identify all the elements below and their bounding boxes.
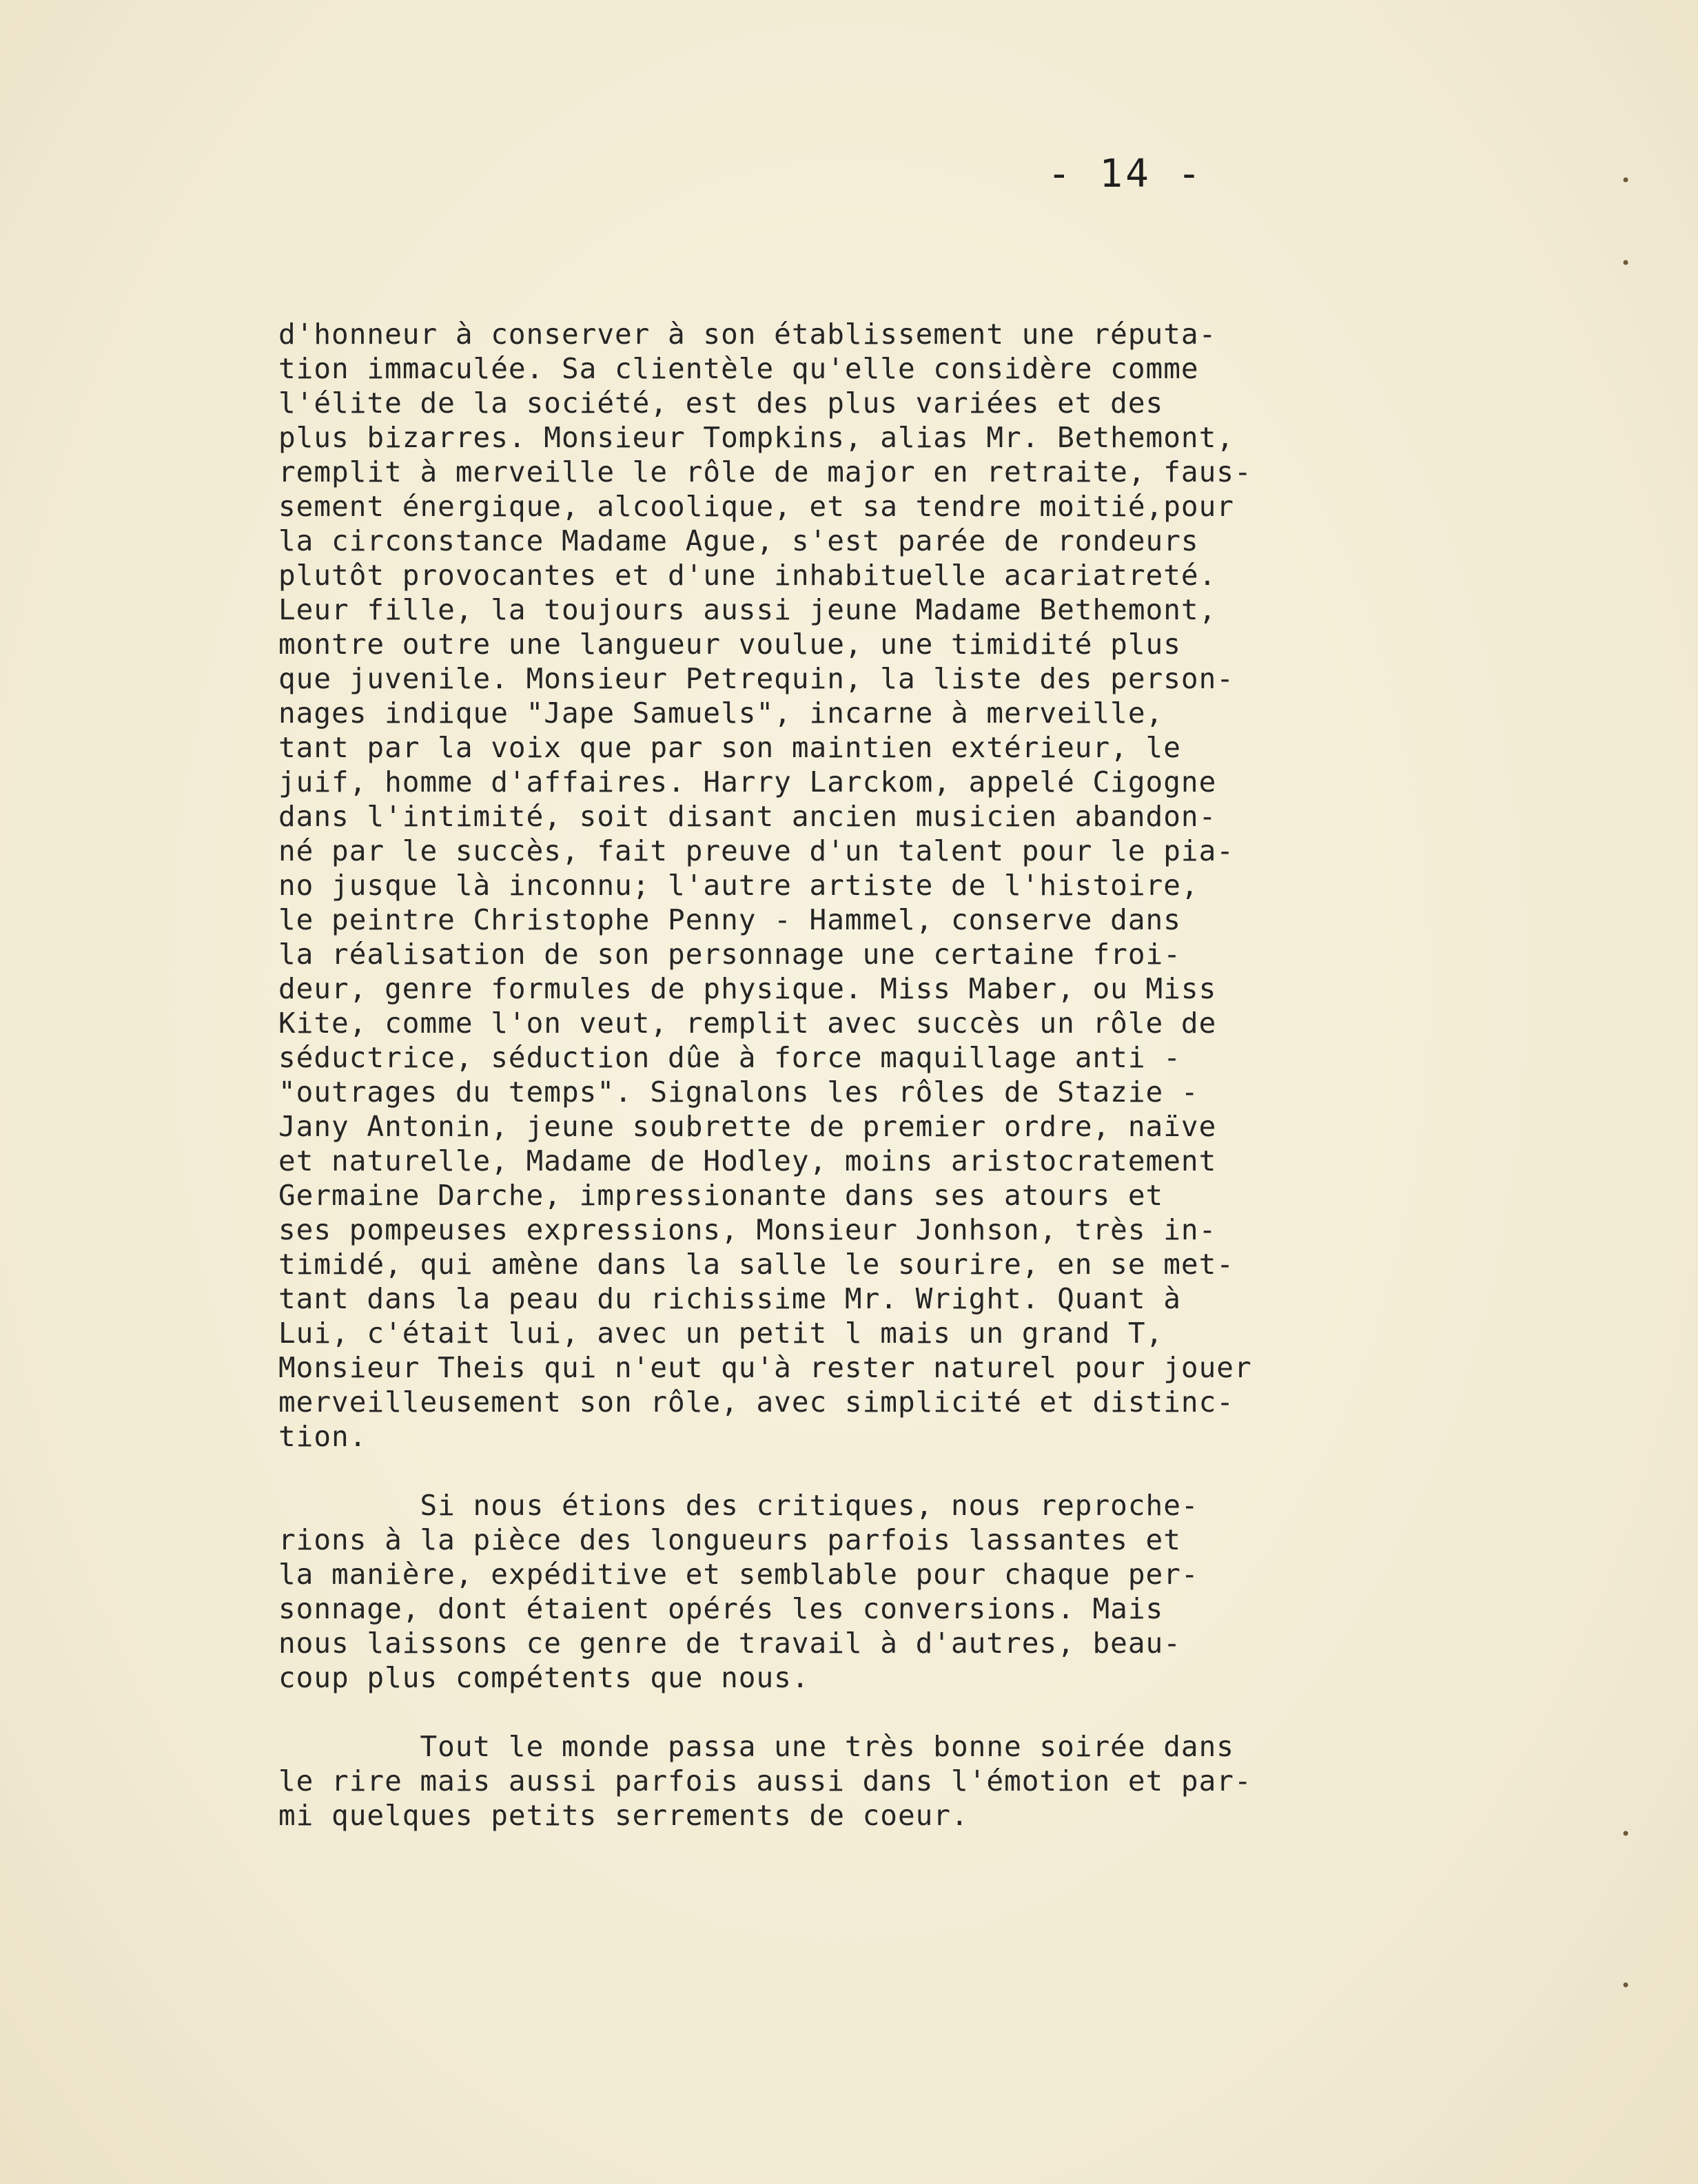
- text-line: que juvenile. Monsieur Petrequin, la liste des person-: [278, 662, 1234, 695]
- text-line: et naturelle, Madame de Hodley, moins aristocratement: [278, 1144, 1217, 1177]
- text-line: né par le succès, fait preuve d'un talent pour le pia-: [278, 834, 1234, 867]
- text-line: la manière, expéditive et semblable pour chaque per-: [278, 1558, 1199, 1591]
- page-number: - 14 -: [1047, 152, 1204, 196]
- text-line: coup plus compétents que nous.: [278, 1661, 810, 1694]
- text-line: tant dans la peau du richissime Mr. Wright. Quant à: [278, 1282, 1181, 1315]
- text-line: Kite, comme l'on veut, remplit avec succès un rôle de: [278, 1007, 1217, 1040]
- paragraph-spacer: [278, 1695, 1409, 1729]
- paragraph-2: [278, 1488, 1409, 1695]
- text-line: la circonstance Madame Ague, s'est parée de rondeurs: [278, 524, 1199, 557]
- text-line: dans l'intimité, soit disant ancien musicien abandon-: [278, 800, 1217, 833]
- text-line: mi quelques petits serrements de coeur.: [278, 1799, 969, 1832]
- text-line: Germaine Darche, impressionante dans ses atours et: [278, 1179, 1164, 1212]
- text-line: Jany Antonin, jeune soubrette de premier ordre, naïve: [278, 1110, 1217, 1143]
- binding-hole-mark: •: [1621, 171, 1631, 190]
- text-line: séductrice, séduction dûe à force maquillage anti -: [278, 1041, 1181, 1074]
- text-line: tant par la voix que par son maintien extérieur, le: [278, 731, 1181, 764]
- text-line: Leur fille, la toujours aussi jeune Madame Bethemont,: [278, 593, 1217, 626]
- text-line: juif, homme d'affaires. Harry Larckom, appelé Cigogne: [278, 765, 1217, 799]
- text-line: le peintre Christophe Penny - Hammel, conserve dans: [278, 903, 1181, 936]
- text-line: merveilleusement son rôle, avec simplicité et distinc-: [278, 1385, 1234, 1419]
- binding-hole-mark: •: [1621, 254, 1631, 273]
- text-line: plus bizarres. Monsieur Tompkins, alias Mr. Bethemont,: [278, 421, 1234, 454]
- text-line: Lui, c'était lui, avec un petit l mais un grand T,: [278, 1317, 1164, 1350]
- text-line: tion.: [278, 1420, 367, 1453]
- body-text: [278, 317, 1409, 1833]
- text-line: l'élite de la société, est des plus variées et des: [278, 387, 1164, 420]
- text-line: tion immaculée. Sa clientèle qu'elle considère comme: [278, 352, 1199, 385]
- text-line: ses pompeuses expressions, Monsieur Jonhson, très in-: [278, 1213, 1217, 1246]
- paragraph-spacer: [278, 1454, 1409, 1488]
- text-line: "outrages du temps". Signalons les rôles de Stazie -: [278, 1075, 1199, 1109]
- text-line: nages indique "Jape Samuels", incarne à merveille,: [278, 697, 1164, 730]
- text-line: nous laissons ce genre de travail à d'autres, beau-: [278, 1627, 1181, 1660]
- text-line: no jusque là inconnu; l'autre artiste de l'histoire,: [278, 869, 1199, 902]
- text-line: sonnage, dont étaient opérés les conversions. Mais: [278, 1592, 1164, 1625]
- text-line: le rire mais aussi parfois aussi dans l'émotion et par-: [278, 1764, 1252, 1797]
- text-line: timidé, qui amène dans la salle le sourire, en se met-: [278, 1248, 1234, 1281]
- paragraph-1: [278, 317, 1409, 1454]
- paragraph-3: [278, 1729, 1409, 1833]
- text-line: deur, genre formules de physique. Miss Maber, ou Miss: [278, 972, 1217, 1005]
- binding-hole-mark: •: [1621, 1976, 1631, 1995]
- text-line: sement énergique, alcoolique, et sa tendre moitié,pour: [278, 490, 1234, 523]
- text-line: d'honneur à conserver à son établissement une réputa-: [278, 318, 1217, 351]
- text-line: Si nous étions des critiques, nous reproche-: [278, 1489, 1199, 1522]
- text-line: Monsieur Theis qui n'eut qu'à rester naturel pour jouer: [278, 1351, 1252, 1384]
- binding-hole-mark: •: [1621, 1824, 1631, 1844]
- text-line: la réalisation de son personnage une certaine froi-: [278, 938, 1181, 971]
- text-line: Tout le monde passa une très bonne soirée dans: [278, 1730, 1234, 1763]
- text-line: plutôt provocantes et d'une inhabituelle acariatreté.: [278, 559, 1217, 592]
- text-line: rions à la pièce des longueurs parfois lassantes et: [278, 1523, 1181, 1556]
- text-line: remplit à merveille le rôle de major en retraite, faus-: [278, 455, 1252, 488]
- text-line: montre outre une langueur voulue, une timidité plus: [278, 628, 1181, 661]
